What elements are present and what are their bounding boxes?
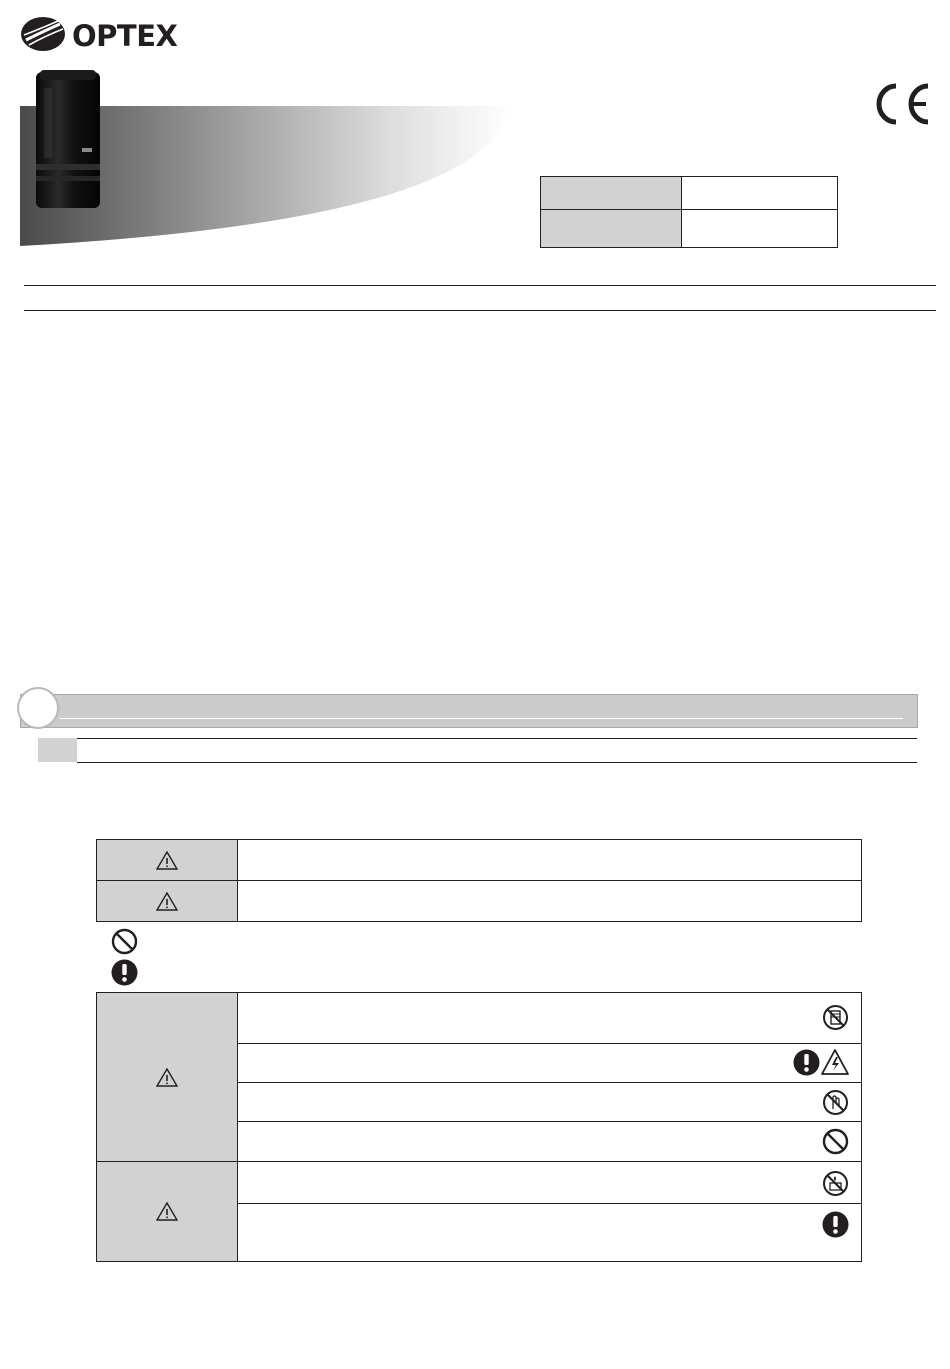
precaution-row [238, 993, 861, 1044]
model-table-label [541, 210, 682, 247]
precaution-row [238, 1083, 861, 1122]
warning-triangle-icon [156, 851, 178, 870]
section-number-circle [17, 687, 59, 729]
electric-shock-icon [821, 1049, 849, 1075]
precaution-category-cell [97, 1162, 238, 1261]
ce-mark [872, 82, 934, 126]
prohibited-icon [822, 1128, 849, 1155]
mandatory-icon [111, 959, 138, 986]
prohibited-icon [111, 928, 138, 955]
warning-triangle-icon [156, 1068, 178, 1087]
header-divider [24, 285, 936, 286]
section-bar-highlight [60, 718, 903, 719]
mandatory-icon [793, 1049, 820, 1076]
subsection-rule [77, 762, 917, 763]
signal-word-cell [97, 881, 238, 921]
precaution-category-cell [97, 993, 238, 1162]
model-table-value [682, 210, 837, 247]
warning-triangle-icon [156, 1202, 178, 1221]
brand-name-text: OPTEX [72, 19, 178, 53]
precautions-table [96, 992, 862, 1262]
warning-triangle-icon [156, 892, 178, 911]
model-table-value [682, 177, 837, 210]
no-water-icon [822, 1170, 849, 1197]
signal-word-cell [97, 840, 238, 881]
precaution-row [238, 1044, 861, 1083]
signal-word-description [238, 881, 861, 921]
section-title-bar [20, 694, 918, 728]
precaution-row [238, 1122, 861, 1162]
no-wet-hands-icon [822, 1089, 849, 1116]
precaution-row [238, 1162, 861, 1204]
header-divider [24, 310, 936, 311]
signal-word-description [238, 840, 861, 881]
signal-word-table [96, 839, 862, 922]
precaution-row [238, 1204, 861, 1261]
mandatory-icon [822, 1211, 849, 1238]
subsection-number-tab [38, 738, 77, 762]
subsection-rule [77, 738, 917, 739]
model-table [540, 176, 838, 248]
optex-logo [20, 14, 195, 54]
no-disassembly-icon [822, 1004, 849, 1031]
model-table-label [541, 177, 682, 210]
product-photo [30, 68, 106, 214]
